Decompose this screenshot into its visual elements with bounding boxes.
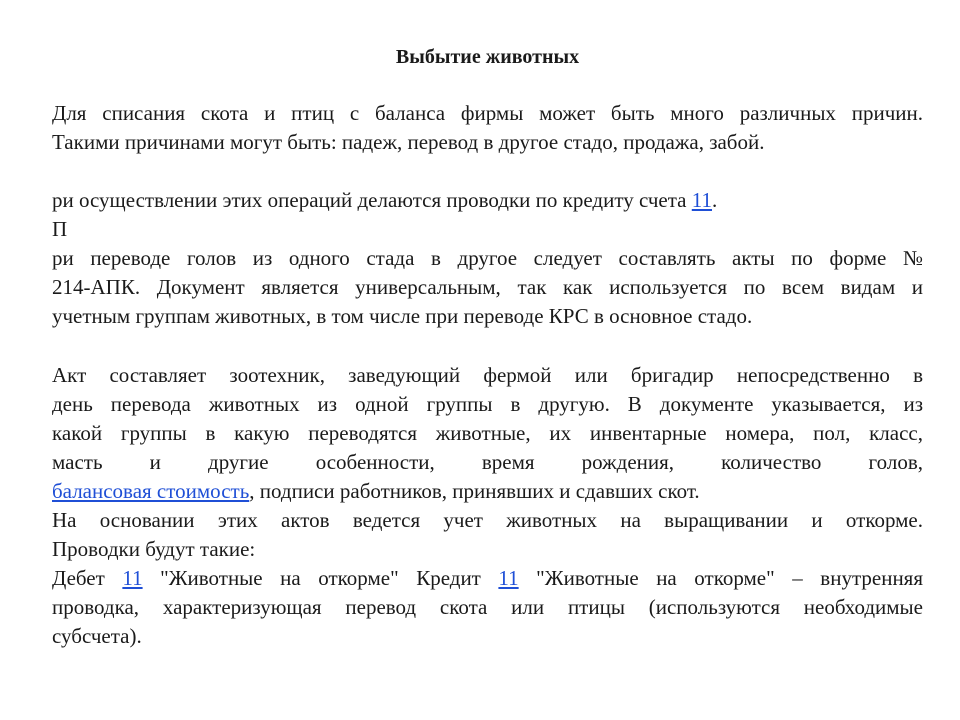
text-fragment: . bbox=[712, 188, 718, 212]
text-line bbox=[52, 477, 923, 506]
page-title: Выбытие животных bbox=[395, 46, 580, 68]
text-line bbox=[52, 186, 923, 215]
book-value-link[interactable]: балансовая стоимость bbox=[52, 479, 250, 503]
text-line: Для списания скота и птиц с баланса фирмы может быть много различных причин. bbox=[52, 101, 923, 125]
debit-account-11-link[interactable]: 11 bbox=[122, 566, 143, 590]
text-line: На основании этих актов ведется учет животных на выращивании и откорме. bbox=[52, 508, 923, 532]
text-line: масть и другие особенности, время рождения, количество голов, bbox=[52, 450, 923, 474]
text-line: проводка, характеризующая перевод скота или птицы (используются необходимые bbox=[52, 595, 923, 619]
text-fragment: , подписи работников, принявших и сдавших скот. bbox=[249, 479, 700, 503]
text-line: субсчета). bbox=[52, 624, 142, 648]
paragraph-operations bbox=[52, 186, 923, 331]
text-fragment: ри осуществлении этих операций делаются проводки по кредиту счета bbox=[52, 188, 692, 212]
credit-account-11-link[interactable]: 11 bbox=[498, 566, 519, 590]
text-fragment: "Животные на откорме" – внутренняя bbox=[518, 566, 923, 590]
text-fragment: "Животные на откорме" Кредит bbox=[142, 566, 499, 590]
text-line: П bbox=[52, 217, 68, 241]
account-11-link[interactable]: 11 bbox=[691, 188, 712, 212]
paragraph-reasons bbox=[52, 99, 923, 157]
text-line: Такими причинами могут быть: падеж, перевод в другое стадо, продажа, забой. bbox=[52, 130, 765, 154]
text-line: Акт составляет зоотехник, заведующий фермой или бригадир непосредственно в bbox=[52, 363, 923, 387]
paragraph-act bbox=[52, 361, 923, 651]
text-line: Проводки будут такие: bbox=[52, 537, 256, 561]
text-line: 214-АПК. Документ является универсальным, так как используется по всем видам и bbox=[52, 275, 923, 299]
text-fragment: Дебет bbox=[52, 566, 123, 590]
text-line: какой группы в какую переводятся животные, их инвентарные номера, пол, класс, bbox=[52, 421, 923, 445]
text-line: ри переводе голов из одного стада в другое следует составлять акты по форме № bbox=[52, 246, 923, 270]
text-line: день перевода животных из одной группы в другую. В документе указывается, из bbox=[52, 392, 923, 416]
text-line: учетным группам животных, в том числе при переводе КРС в основное стадо. bbox=[52, 304, 753, 328]
text-line bbox=[52, 564, 923, 593]
